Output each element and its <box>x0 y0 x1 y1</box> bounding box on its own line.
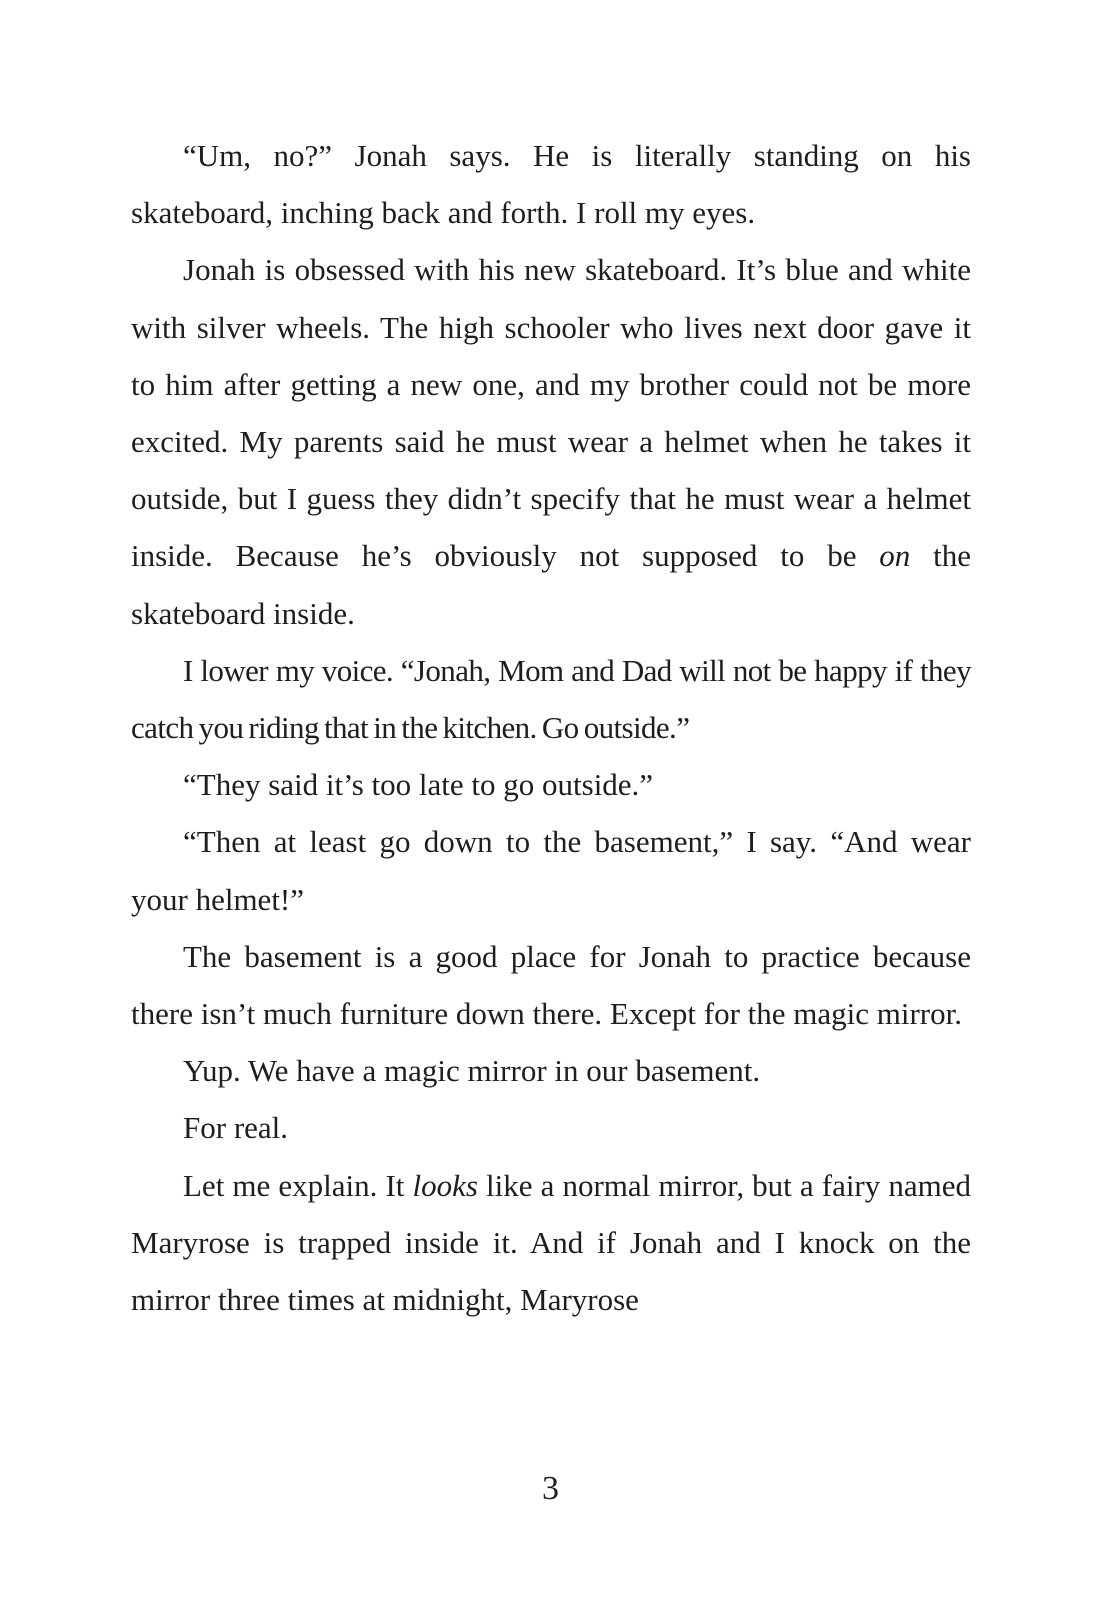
paragraph-text: “Then at least go down to the basement,” I say. “And wear your helmet!” <box>131 824 971 917</box>
paragraph-text: Yup. We have a magic mirror in our basement. <box>183 1053 761 1089</box>
paragraph <box>131 642 971 756</box>
paragraph-text: “They said it’s too late to go outside.” <box>183 767 654 803</box>
paragraph-text: the skateboard inside. <box>131 538 971 631</box>
paragraph-text: “Um, no?” Jonah says. He is literally standing on his skateboard, inching back and forth. I roll my eyes. <box>131 138 971 231</box>
paragraph-text: I lower my voice. “Jonah, Mom and Dad will not be happy if they catch you riding that in the kitchen. Go outside.” <box>131 652 971 746</box>
body-text <box>131 127 971 1328</box>
paragraph <box>131 928 971 1042</box>
paragraph <box>131 813 971 927</box>
paragraph-text: For real. <box>183 1110 289 1146</box>
paragraph <box>131 1099 971 1156</box>
paragraph <box>131 756 971 813</box>
page-number: 3 <box>542 1470 559 1507</box>
paragraph-text: Jonah is obsessed with his new skateboard. It’s blue and white with silver wheels. The high schooler who lives next door gave it to him after getting a new one, and my brother could not be more excited. My parents said he must wear a helmet when he takes it outside, but I guess they didn’t specify that he must wear a helmet inside. Because he’s obviously not supposed to be <box>131 252 971 574</box>
paragraph <box>131 241 971 641</box>
paragraph-text: Let me explain. It <box>183 1167 413 1203</box>
paragraph <box>131 1042 971 1099</box>
paragraph-text: like a normal mirror, but a fairy named Maryrose is trapped inside it. And if Jonah and I knock on the mirror three times at midnight, Maryrose <box>131 1167 971 1318</box>
emphasis-text: looks <box>412 1167 478 1203</box>
emphasis-text: on <box>879 538 911 574</box>
paragraph-text: The basement is a good place for Jonah to practice because there isn’t much furniture down there. Except for the magic mirror. <box>131 938 971 1032</box>
paragraph <box>131 1157 971 1329</box>
paragraph <box>131 127 971 241</box>
